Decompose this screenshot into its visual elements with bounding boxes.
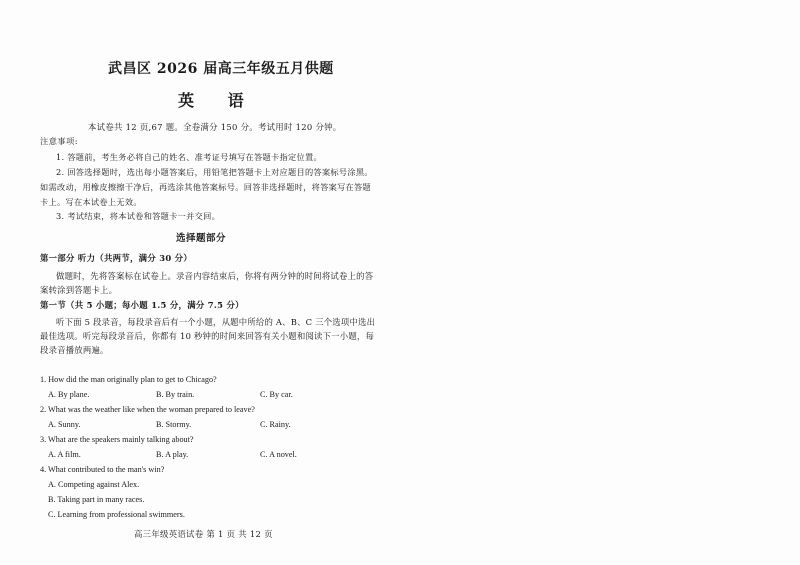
question-4-option-a: A. Competing against Alex. — [48, 480, 140, 489]
question-1-option-c: C. By car. — [260, 390, 293, 399]
part1-para-line-2: 案转涂到答题卡上。 — [40, 285, 118, 295]
question-4: 4. What contributed to the man's win? — [40, 465, 165, 474]
section-title: 选择题部分 — [176, 233, 227, 244]
question-2-option-c: C. Rainy. — [260, 420, 291, 429]
question-1: 1. How did the man originally plan to get to Chicago? — [40, 375, 217, 384]
question-1-option-b: B. By train. — [156, 390, 195, 399]
question-2-option-b: B. Stormy. — [156, 420, 192, 429]
part1-para-line-1: 做题时，先将答案标在试卷上。录音内容结束后，你将有两分钟的时间将试卷上的答 — [56, 271, 374, 281]
notice-item-2-line-1: 2. 回答选择题时，选出每小题答案后，用铅笔把答题卡上对应题目的答案标号涂黑。 — [56, 167, 373, 177]
page-footer: 高三年级英语试卷 第 1 页 共 12 页 — [134, 529, 273, 539]
question-4-option-b: B. Taking part in many races. — [48, 495, 145, 504]
exam-title: 武昌区 2026 届高三年级五月供题 — [108, 61, 334, 77]
question-2: 2. What was the weather like when the woman prepared to leave? — [40, 405, 255, 414]
section1-para-line-2: 最佳选项。听完每段录音后，你都有 10 秒钟的时间来回答有关小题和阅读下一小题，每 — [40, 331, 375, 341]
question-2-option-a: A. Sunny. — [48, 420, 81, 429]
notice-item-3: 3. 考试结束，将本试卷和答题卡一并交回。 — [56, 211, 221, 221]
question-3-option-c: C. A novel. — [260, 450, 297, 459]
question-4-option-c: C. Learning from professional swimmers. — [48, 510, 185, 519]
notice-heading: 注意事项: — [40, 136, 79, 146]
question-1-option-a: A. By plane. — [48, 390, 90, 399]
notice-item-1: 1. 答题前，考生务必将自己的姓名、准考证号填写在答题卡指定位置。 — [56, 152, 322, 162]
question-3-option-b: B. A play. — [156, 450, 189, 459]
question-3-option-a: A. A film. — [48, 450, 81, 459]
notice-item-2-line-3: 卡上。写在本试卷上无效。 — [40, 197, 142, 207]
section1-para-line-1: 听下面 5 段录音，每段录音后有一个小题，从题中所给的 A、B、C 三个选项中选出 — [56, 317, 376, 327]
notice-item-2-line-2: 如需改动，用橡皮擦擦干净后，再选涂其他答案标号。回答非选择题时，将答案写在答题 — [40, 182, 372, 192]
subject-title: 英 语 — [178, 91, 258, 110]
section1-para-line-3: 段录音播放两遍。 — [40, 345, 109, 355]
part1-heading: 第一部分 听力（共两节，满分 30 分） — [40, 253, 193, 263]
exam-intro: 本试卷共 12 页,67 题。全卷满分 150 分。考试用时 120 分钟。 — [88, 122, 342, 132]
question-3: 3. What are the speakers mainly talking about? — [40, 435, 194, 444]
section1-heading: 第一节（共 5 小题；每小题 1.5 分，满分 7.5 分） — [40, 300, 244, 310]
